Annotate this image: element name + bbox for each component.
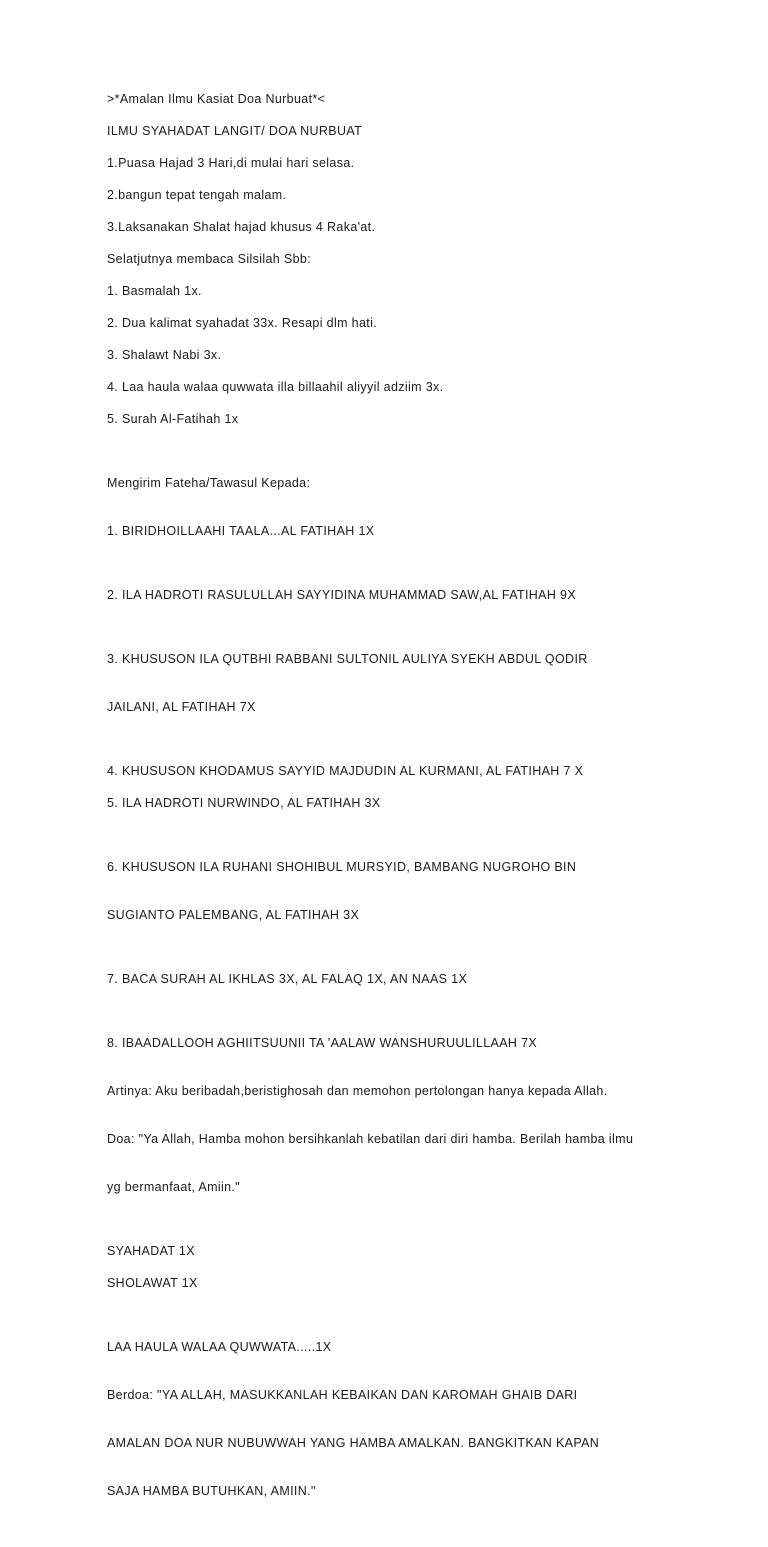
syahadat-text: SYAHADAT 1X — [107, 1244, 195, 1258]
fateha-item-1: 1. BIRIDHOILLAAHI TAALA...AL FATIHAH 1X — [107, 524, 375, 538]
silsilah-intro: Selatjutnya membaca Silsilah Sbb: — [107, 252, 312, 266]
document-heading: >*Amalan Ilmu Kasiat Doa Nurbuat*< — [107, 92, 326, 106]
step-3: 3.Laksanakan Shalat hajad khusus 4 Raka'at. — [107, 220, 376, 234]
berdoa-line-2: AMALAN DOA NUR NUBUWWAH YANG HAMBA AMALKAN. BANGKITKAN KAPAN — [107, 1436, 600, 1450]
step-1: 1.Puasa Hajad 3 Hari,di mulai hari selasa. — [107, 156, 355, 170]
fateha-item-6 — [107, 827, 707, 955]
fateha-item-8-block — [107, 1003, 707, 1227]
berdoa-line-1: Berdoa: "YA ALLAH, MASUKKANLAH KEBAIKAN DAN KAROMAH GHAIB DARI — [107, 1388, 578, 1402]
fateha-item-3-line-1: 3. KHUSUSON ILA QUTBHI RABBANI SULTONIL AULIYA SYEKH ABDUL QODIR — [107, 652, 588, 666]
laa-haula-text: LAA HAULA WALAA QUWWATA.....1X — [107, 1340, 332, 1354]
fateha-item-2: 2. ILA HADROTI RASULULLAH SAYYIDINA MUHAMMAD SAW,AL FATIHAH 9X — [107, 588, 577, 602]
fateha-item-6-line-1: 6. KHUSUSON ILA RUHANI SHOHIBUL MURSYID, BAMBANG NUGROHO BIN — [107, 860, 577, 874]
silsilah-item-1: 1. Basmalah 1x. — [107, 284, 202, 298]
fateha-item-5: 5. ILA HADROTI NURWINDO, AL FATIHAH 3X — [107, 796, 381, 810]
fateha-block-1 — [107, 443, 707, 571]
step-2: 2.bangun tepat tengah malam. — [107, 188, 287, 202]
berdoa-line-3: SAJA HAMBA BUTUHKAN, AMIIN." — [107, 1484, 316, 1498]
document-title: ILMU SYAHADAT LANGIT/ DOA NURBUAT — [107, 124, 363, 138]
silsilah-item-2: 2. Dua kalimat syahadat 33x. Resapi dlm hati. — [107, 316, 378, 330]
fateha-item-6-line-2: SUGIANTO PALEMBANG, AL FATIHAH 3X — [107, 908, 360, 922]
doa-line-1: Doa: "Ya Allah, Hamba mohon bersihkanlah kebatilan dari diri hamba. Berilah hamba ilmu — [107, 1132, 634, 1146]
silsilah-item-5: 5. Surah Al-Fatihah 1x — [107, 412, 239, 426]
closing-block — [107, 1307, 707, 1531]
document-page — [107, 91, 707, 1547]
fateha-item-3 — [107, 619, 707, 747]
silsilah-item-3: 3. Shalawt Nabi 3x. — [107, 348, 222, 362]
fateha-item-8: 8. IBAADALLOOH AGHIITSUUNII TA 'AALAW WANSHURUULILLAAH 7X — [107, 1036, 538, 1050]
silsilah-item-4: 4. Laa haula walaa quwwata illa billaahil aliyyil adziim 3x. — [107, 380, 444, 394]
artinya-text: Artinya: Aku beribadah,beristighosah dan memohon pertolongan hanya kepada Allah. — [107, 1084, 608, 1098]
fateha-item-3-line-2: JAILANI, AL FATIHAH 7X — [107, 700, 256, 714]
fateha-intro: Mengirim Fateha/Tawasul Kepada: — [107, 476, 311, 490]
fateha-item-7: 7. BACA SURAH AL IKHLAS 3X, AL FALAQ 1X, AN NAAS 1X — [107, 972, 468, 986]
doa-line-2: yg bermanfaat, Amiin." — [107, 1180, 241, 1194]
sholawat-text: SHOLAWAT 1X — [107, 1276, 198, 1290]
fateha-item-4: 4. KHUSUSON KHODAMUS SAYYID MAJDUDIN AL KURMANI, AL FATIHAH 7 X — [107, 764, 584, 778]
